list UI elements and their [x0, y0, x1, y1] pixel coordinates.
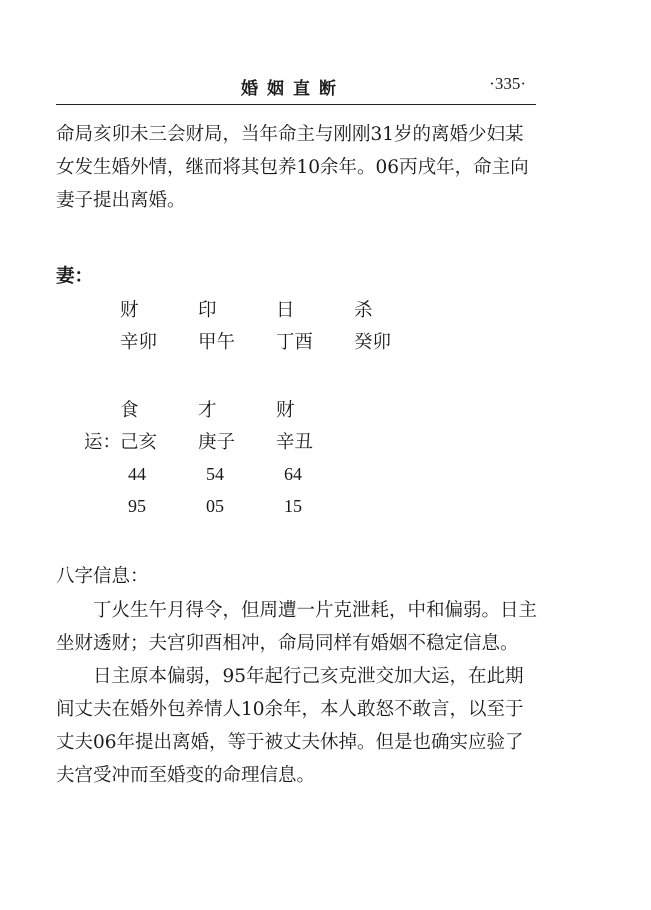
luck-age-3: 64 [284, 464, 302, 484]
luck-year-3: 15 [284, 496, 302, 516]
pillar-month: 甲午 [198, 332, 236, 353]
intro-paragraph: 命局亥卯未三会财局，当年命主与刚刚31岁的离婚少妇某女发生婚外情，继而将其包养10余年。06丙戌年，命主向妻子提出离婚。 [56, 124, 529, 211]
bazi-info-label: 八字信息： [56, 566, 149, 587]
header-divider [56, 104, 536, 105]
page-number: ·335· [489, 74, 526, 93]
luck-pillar-2: 庚子 [198, 432, 236, 453]
pillar-god-hour: 杀 [354, 300, 373, 321]
luck-age-2: 54 [206, 464, 224, 484]
pillar-god-year: 财 [120, 300, 139, 321]
analysis-paragraph-1: 丁火生午月得令，但周遭一片克泄耗，中和偏弱。日主坐财透财；夫宫卯酉相冲，命局同样有婚姻不稳定信息。 [56, 600, 538, 654]
wife-label: 妻： [56, 266, 94, 287]
luck-year-1: 95 [128, 496, 146, 516]
pillar-day: 丁酉 [276, 332, 314, 353]
luck-god-1: 食 [120, 400, 139, 421]
luck-pillar-3: 辛丑 [276, 432, 314, 453]
pillar-hour: 癸卯 [354, 332, 392, 353]
pillar-year: 辛卯 [120, 332, 158, 353]
luck-age-1: 44 [128, 464, 146, 484]
luck-god-2: 才 [198, 400, 217, 421]
pillar-god-month: 印 [198, 300, 217, 321]
luck-year-2: 05 [206, 496, 224, 516]
luck-god-3: 财 [276, 400, 295, 421]
pillar-god-day: 日 [276, 300, 295, 321]
luck-pillar-1: 己亥 [120, 432, 158, 453]
header-title: 婚姻直断 [241, 79, 345, 99]
running-header [56, 70, 536, 100]
analysis-paragraph-2: 日主原本偏弱，95年起行己亥克泄交加大运，在此期间丈夫在婚外包养情人10余年，本人敢怒不敢言，以至于丈夫06年提出离婚，等于被丈夫休掉。但是也确实应验了夫宫受冲而至婚变的命理信息。 [56, 666, 524, 786]
luck-label: 运： [84, 432, 122, 453]
